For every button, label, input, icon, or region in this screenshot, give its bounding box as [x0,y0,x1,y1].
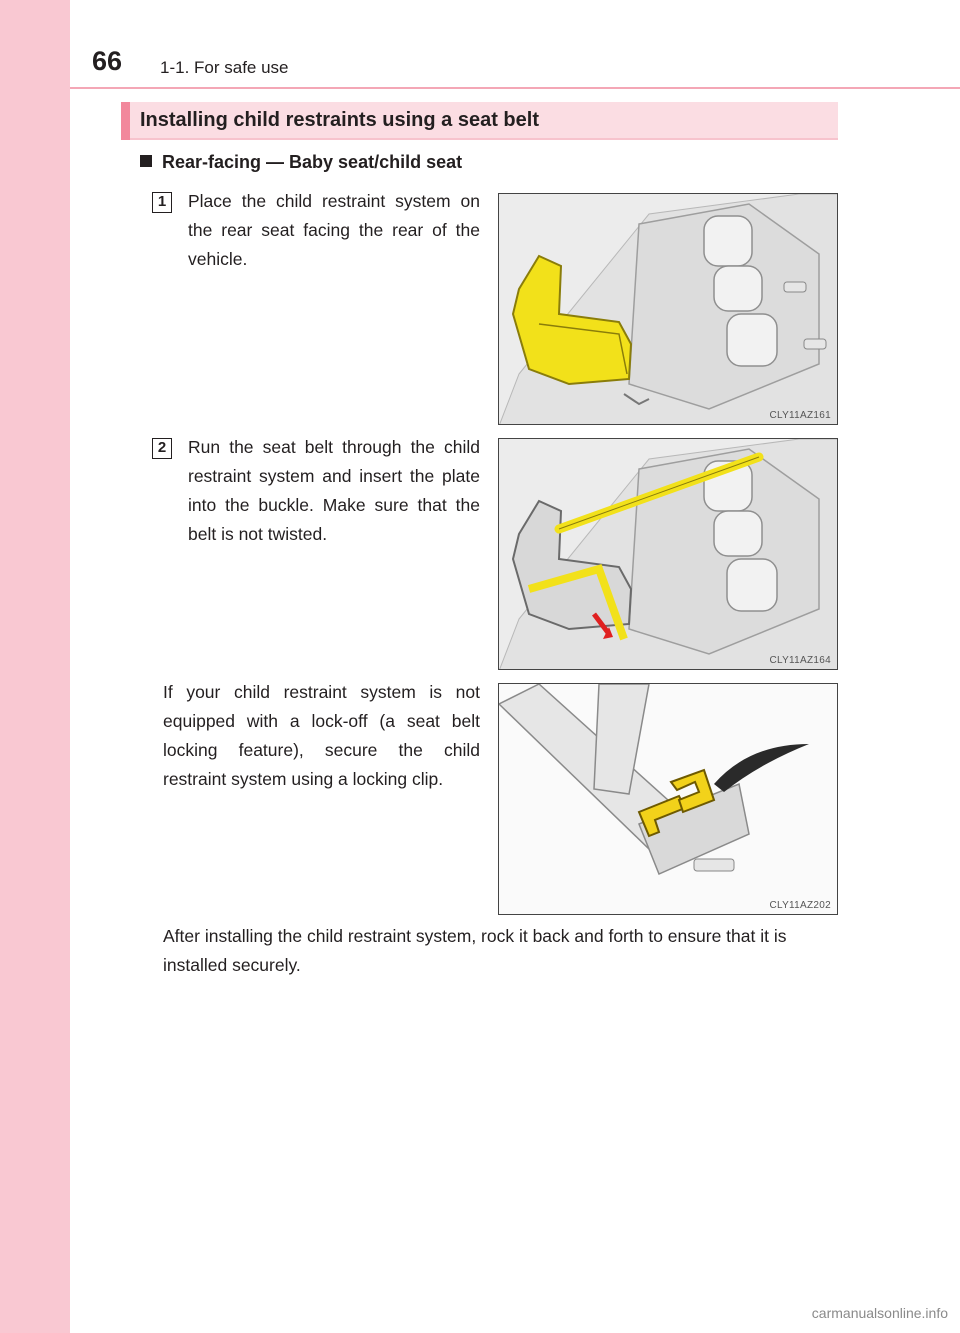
page-number: 66 [92,46,123,76]
step-1-text: Place the child restraint system on the rear seat facing the rear of the vehicle. [188,191,480,269]
page-header [70,0,960,88]
square-bullet-icon [140,155,152,167]
figure-code: CLY11AZ164 [769,655,831,666]
watermark: carmanualsonline.info [811,1305,948,1321]
step-number-1: 1 [152,192,172,213]
figure-place-seat [498,193,838,425]
section-heading: Installing child restraints using a seat belt [140,109,539,131]
side-band [0,0,70,1333]
header-rule [70,87,960,89]
locking-clip-text: If your child restraint system is not equipped with a lock-off (a seat belt locking feature), secure the child restraint system using a locking clip. [163,682,480,789]
rear-seat-illustration [499,194,838,425]
figure-locking-clip [498,683,838,915]
figure-run-belt [498,438,838,670]
figure-code: CLY11AZ161 [769,410,831,421]
subheading-text: Rear-facing — Baby seat/child seat [162,152,463,172]
step-2-text: Run the seat belt through the child restraint system and insert the plate into the buckle. Make sure that the belt is not twisted. [188,437,480,544]
title-accent [121,102,130,140]
section-title: 1-1. For safe use [160,58,289,77]
closing-text: After installing the child restraint system, rock it back and forth to ensure that it is installed securely. [163,926,787,975]
belt-routing-illustration [499,439,838,670]
figure-code: CLY11AZ202 [769,900,831,911]
step-number-2: 2 [152,438,172,459]
locking-clip-illustration [499,684,838,915]
subheading [140,152,462,173]
